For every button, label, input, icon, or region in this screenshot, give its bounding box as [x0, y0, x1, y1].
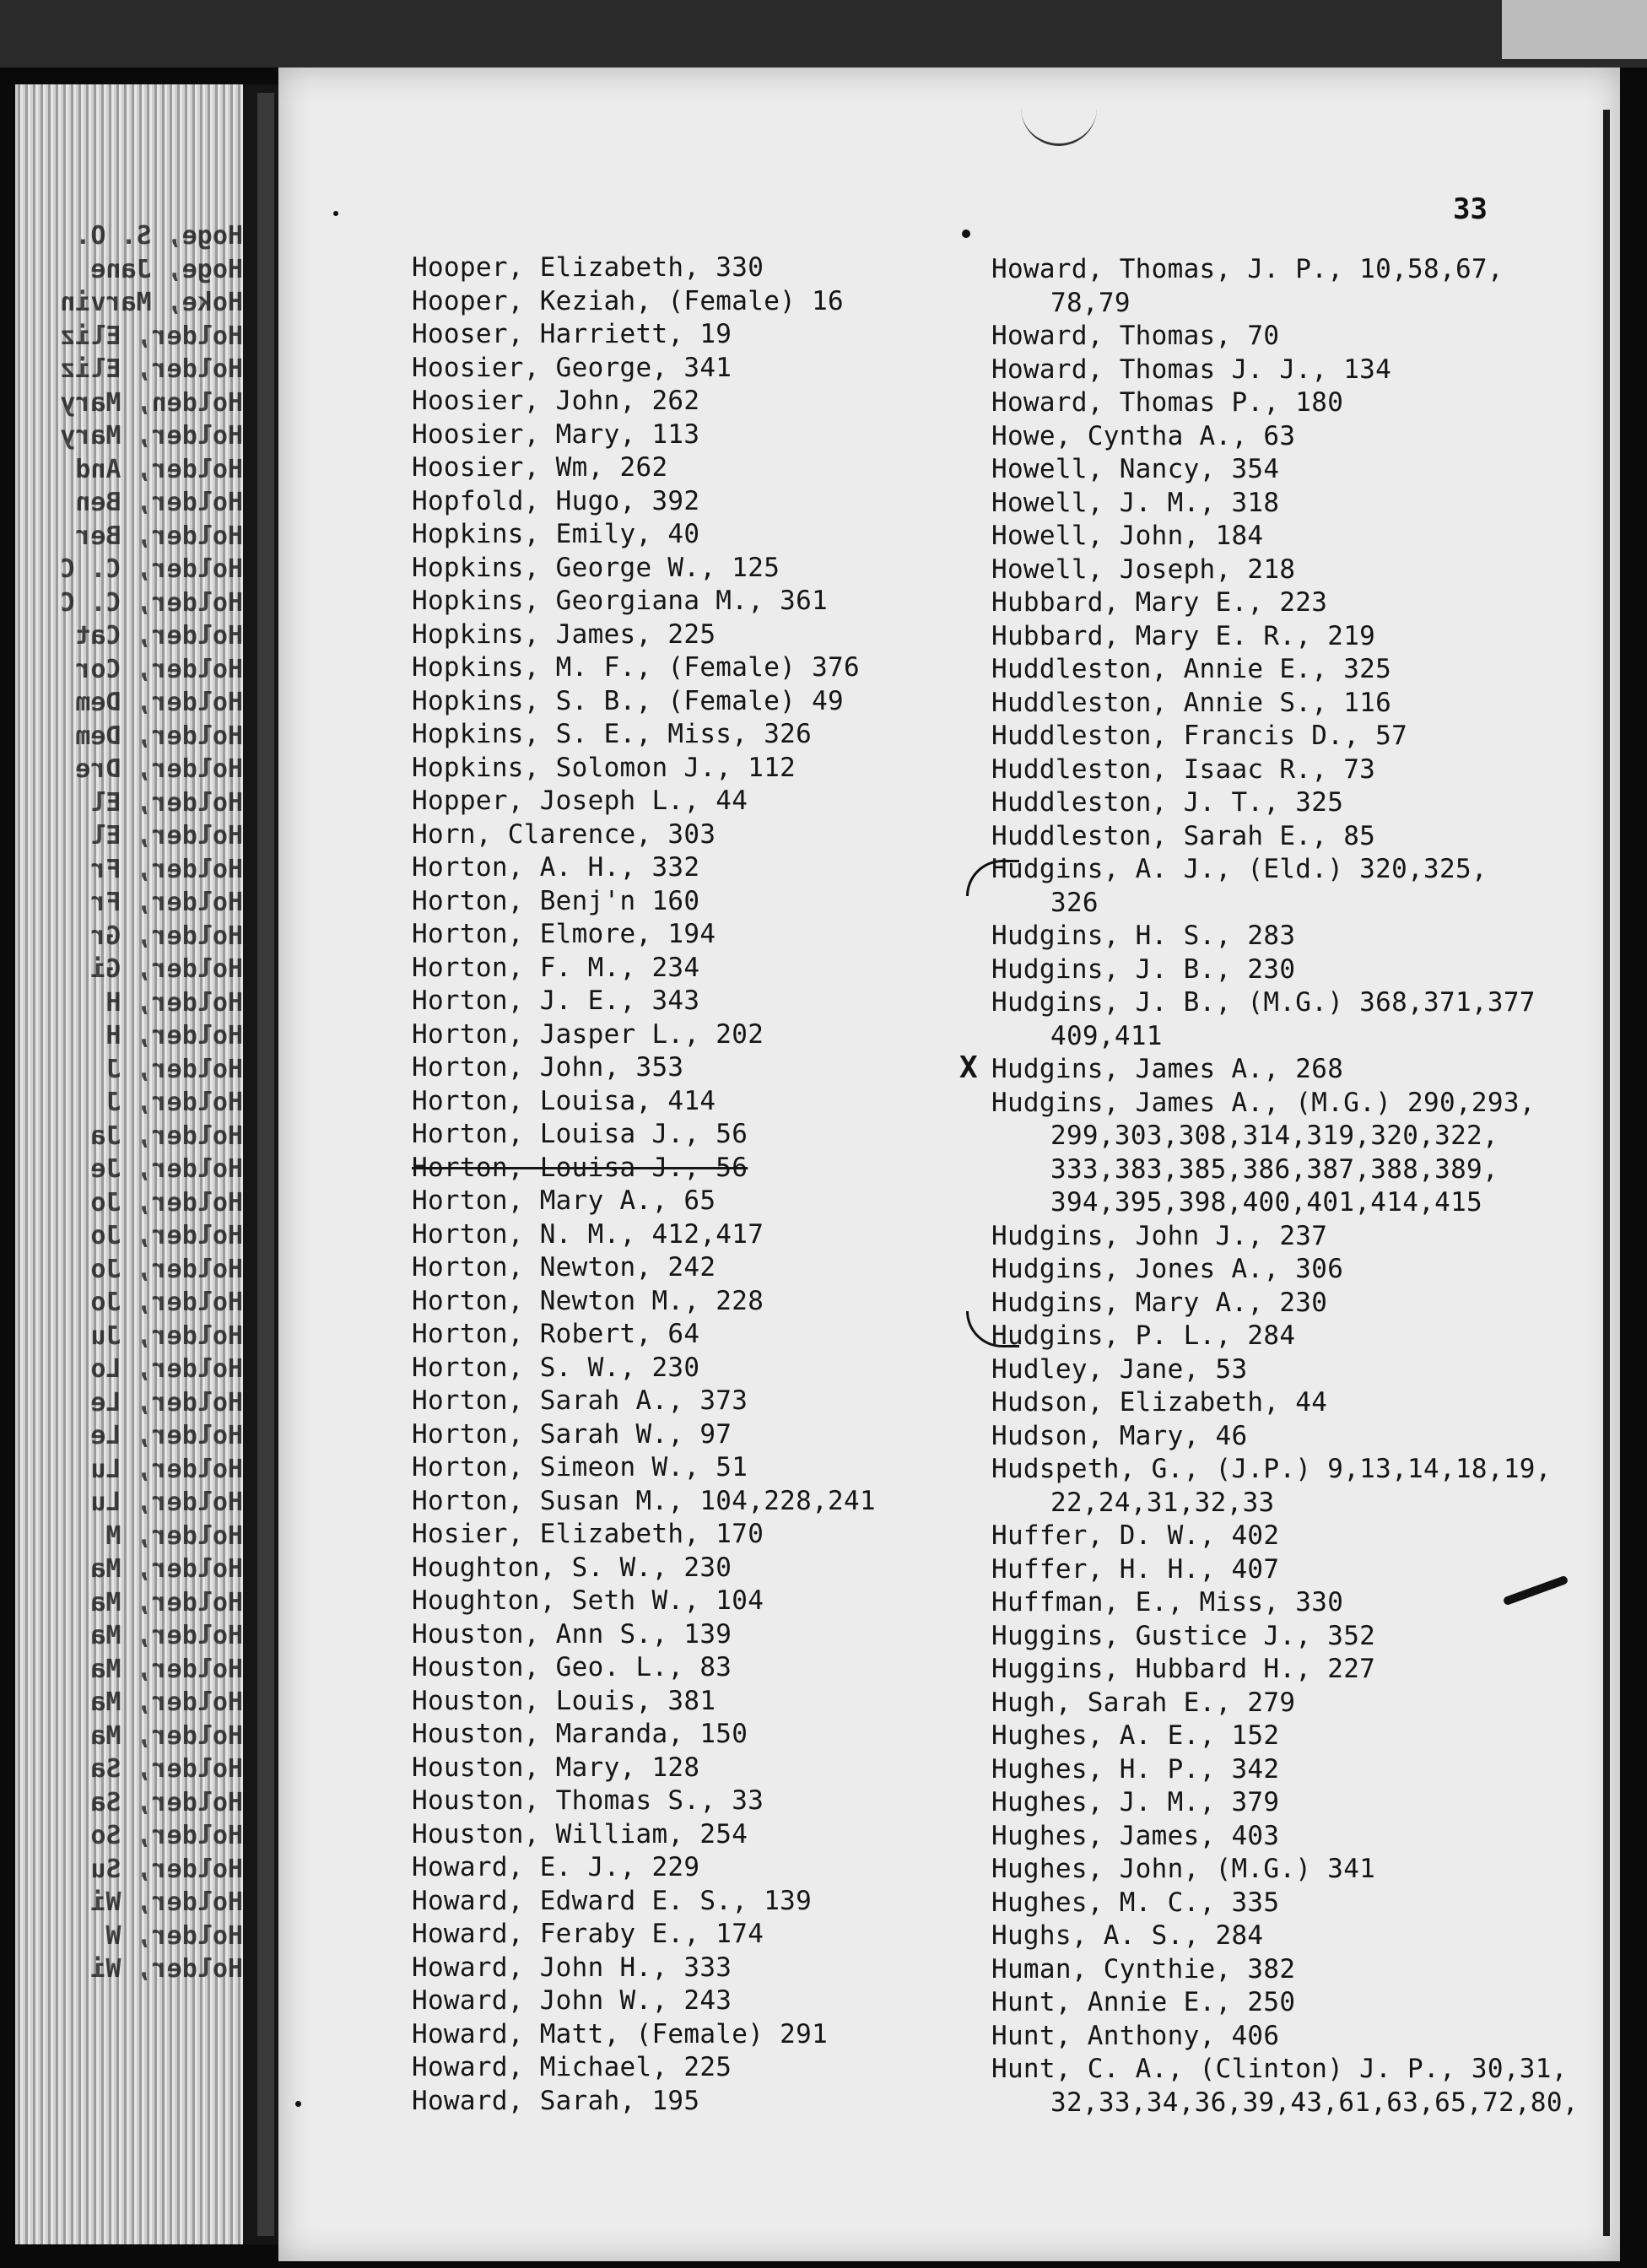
index-entry — [412, 1018, 876, 1052]
index-entry-text: Horton, Mary A., 65 — [412, 1185, 716, 1216]
index-entry-text: Howard, E. J., 229 — [412, 1852, 700, 1882]
index-entry-text: Hopkins, James, 225 — [412, 618, 716, 650]
index-entry-text: Hudgins, Mary A., 230 — [991, 1287, 1328, 1318]
index-entry — [412, 285, 876, 319]
adjacent-page-line: Holder, Lo — [90, 1354, 243, 1384]
index-entry — [991, 653, 1579, 687]
index-entry-text: Houston, Thomas S., 33 — [412, 1785, 764, 1816]
ink-speck — [962, 230, 970, 238]
index-entry-text: Hubbard, Mary E. R., 219 — [991, 620, 1376, 651]
index-entry-text: Hughes, J. M., 379 — [991, 1787, 1280, 1817]
index-entry-text: Howard, Thomas, J. P., 10,58,67, — [991, 254, 1504, 284]
index-entry-text: Hunt, Anthony, 406 — [991, 2020, 1280, 2051]
adjacent-page-line: Holder, Dem — [75, 688, 243, 717]
index-entry-text: Horton, Louisa, 414 — [412, 1085, 716, 1116]
index-entry — [412, 1685, 876, 1719]
index-entry-text: Horton, Sarah W., 97 — [412, 1418, 732, 1450]
index-entry-text: Houghton, S. W., 230 — [412, 1552, 732, 1583]
adjacent-page-line: Holder, Lu — [90, 1488, 243, 1517]
index-entry-text: Horton, Susan M., 104,228,241 — [412, 1485, 876, 1516]
index-column-right — [959, 253, 1579, 2120]
index-entry — [991, 1720, 1579, 1753]
index-entry-text: Howard, John W., 243 — [412, 1985, 732, 2016]
adjacent-page-line: Holder, W — [105, 1920, 243, 1951]
index-entry-text: Hudgins, John J., 237 — [991, 1220, 1328, 1251]
index-entry — [412, 918, 876, 952]
index-entry — [991, 1953, 1579, 1987]
index-entry — [412, 718, 876, 752]
index-entry — [991, 720, 1579, 753]
index-entry — [412, 1885, 876, 1919]
index-entry — [991, 520, 1579, 554]
index-entry-text: Houghton, Seth W., 104 — [412, 1585, 764, 1616]
index-entry — [412, 1352, 876, 1385]
index-entry — [412, 552, 876, 586]
index-entry-text: Hopkins, M. F., (Female) 376 — [412, 652, 860, 683]
index-entry — [991, 1320, 1579, 1353]
adjacent-page-line: Holder, Lu — [90, 1454, 243, 1484]
index-entry-text: Horton, Louisa J., 56 — [412, 1119, 748, 1149]
index-entry-text: Huggins, Gustice J., 352 — [991, 1620, 1376, 1651]
index-entry — [412, 352, 876, 386]
index-entry-text: Horton, Sarah A., 373 — [412, 1385, 748, 1416]
adjacent-page-line: Holder, Eliz — [60, 321, 243, 351]
adjacent-page-line: Holder, H — [105, 987, 243, 1018]
index-entry-text: Hubbard, Mary E., 223 — [991, 587, 1328, 618]
index-entry — [412, 1785, 876, 1818]
index-entry — [991, 1986, 1579, 2020]
adjacent-page-strip — [15, 84, 243, 2244]
index-entry-continuation — [991, 1186, 1579, 1220]
index-entry — [991, 2020, 1579, 2054]
adjacent-page-line: Holder, M — [105, 1520, 243, 1551]
index-entry-text: Hudgins, A. J., (Eld.) 320,325, — [991, 854, 1488, 884]
index-entry-continuation — [991, 1487, 1579, 1520]
index-entry-text: Huggins, Hubbard H., 227 — [991, 1654, 1376, 1684]
index-entry-text: Hudgins, Jones A., 306 — [991, 1254, 1344, 1284]
index-entry — [991, 1386, 1579, 1420]
index-entry — [412, 1251, 876, 1285]
index-entry-text: Hopkins, George W., 125 — [412, 552, 780, 583]
adjacent-page-line: Holder, Cor — [75, 654, 243, 684]
index-entry — [991, 753, 1579, 787]
index-entry-text: Hopkins, S. B., (Female) 49 — [412, 685, 845, 716]
index-entry — [991, 1420, 1579, 1454]
index-entry — [959, 1050, 1579, 1087]
scan-top-right-patch — [1502, 0, 1647, 59]
index-entry — [991, 1887, 1579, 1920]
index-entry-text: Human, Cynthie, 382 — [991, 1953, 1296, 1984]
index-entry-text: Houston, Mary, 128 — [412, 1752, 700, 1783]
index-entry — [991, 386, 1579, 420]
adjacent-page-line: Holder, C. C — [60, 554, 243, 584]
index-entry — [412, 1984, 876, 2018]
index-entry — [412, 1818, 876, 1852]
index-entry-text: 22,24,31,32,33 — [1050, 1487, 1275, 1518]
index-entry — [991, 1920, 1579, 1953]
index-entry-text: Hopkins, S. E., Miss, 326 — [412, 719, 813, 749]
index-entry — [412, 752, 876, 786]
adjacent-page-line: Holder, Ma — [90, 1654, 243, 1684]
index-entry — [412, 2051, 876, 2085]
index-entry — [991, 1653, 1579, 1687]
index-entry-text: Huffer, H. H., 407 — [991, 1553, 1280, 1585]
index-entry — [412, 1485, 876, 1519]
index-entry — [412, 518, 876, 552]
index-entry-text: 333,383,385,386,387,388,389, — [1050, 1153, 1498, 1185]
index-entry-text: Horton, Elmore, 194 — [412, 919, 716, 949]
index-entry-text: Huddleston, J. T., 325 — [991, 787, 1344, 818]
adjacent-page-line: Holder, Dre — [75, 754, 243, 784]
adjacent-page-line: Holder, J — [105, 1088, 243, 1117]
index-entry-text: Huddleston, Annie S., 116 — [991, 687, 1392, 718]
adjacent-page-line: Holder, H — [105, 1021, 243, 1050]
adjacent-page-line: Holder, Eliz — [60, 354, 243, 384]
index-entry-text: Horton, Jasper L., 202 — [412, 1018, 764, 1050]
adjacent-page-line: Holder, Ju — [90, 1320, 243, 1351]
index-entry — [412, 985, 876, 1018]
index-entry — [412, 485, 876, 519]
adjacent-page-line: Holder, Le — [90, 1421, 243, 1450]
index-entry-text: Hoosier, John, 262 — [412, 386, 700, 416]
index-entry-text: Houston, Ann S., 139 — [412, 1618, 732, 1650]
index-entry-continuation — [991, 887, 1579, 921]
index-entry — [991, 354, 1579, 387]
ink-speck — [333, 211, 338, 216]
index-entry-continuation — [991, 1153, 1579, 1187]
index-entry — [991, 1253, 1579, 1287]
index-entry — [412, 1585, 876, 1618]
index-entry — [991, 586, 1579, 620]
index-entry — [412, 418, 876, 452]
index-entry — [412, 1185, 876, 1218]
index-entry — [412, 585, 876, 618]
index-entry-text: 78,79 — [1050, 287, 1131, 318]
index-entry — [412, 251, 876, 285]
index-entry-text: Hunt, Annie E., 250 — [991, 1987, 1296, 2017]
adjacent-page-line: Holden, Mary — [60, 387, 243, 418]
index-entry-text: Horton, F. M., 234 — [412, 952, 700, 983]
index-entry-text: Hopkins, Solomon J., 112 — [412, 752, 796, 783]
adjacent-page-line: Hoke, Marvin — [60, 288, 243, 317]
index-entry-text: 394,395,398,400,401,414,415 — [1050, 1187, 1483, 1218]
index-entry-text: Horton, Simeon W., 51 — [412, 1452, 748, 1482]
index-entry — [412, 1918, 876, 1952]
index-entry-text: Hosier, Elizabeth, 170 — [412, 1519, 764, 1549]
index-entry — [991, 1753, 1579, 1787]
adjacent-page-line: Holder, Jo — [90, 1254, 243, 1284]
index-entry-text: Horton, Benj'n 160 — [412, 885, 700, 916]
index-entry-struck — [412, 1152, 876, 1185]
adjacent-page-line: Holder, Jo — [90, 1221, 243, 1250]
index-entry — [412, 952, 876, 986]
index-entry — [412, 1618, 876, 1652]
adjacent-page-line: Holder, Dem — [75, 721, 243, 751]
index-entry-text: Hudgins, James A., (M.G.) 290,293, — [991, 1087, 1536, 1118]
index-column-left — [412, 251, 876, 2118]
index-entry — [412, 1552, 876, 1585]
adjacent-page-line: Holder, Le — [90, 1387, 243, 1418]
index-entry — [991, 1087, 1579, 1120]
index-entry-text: Hudley, Jane, 53 — [991, 1353, 1248, 1385]
adjacent-page-line: Holder, El — [90, 821, 243, 850]
scan-top-border — [0, 0, 1647, 68]
adjacent-page-text — [15, 219, 243, 1986]
index-entry-text: Houston, Geo. L., 83 — [412, 1652, 732, 1682]
index-entry-text: Hughes, H. P., 342 — [991, 1753, 1280, 1785]
index-entry-continuation — [991, 1020, 1579, 1054]
index-entry-text: Hudgins, James A., 268 — [991, 1054, 1344, 1084]
adjacent-page-line: Holder, So — [90, 1821, 243, 1850]
adjacent-page-line: Holder, El — [90, 787, 243, 818]
adjacent-page-line: Holder, Fr — [90, 854, 243, 884]
adjacent-page-line: Holder, Jo — [90, 1187, 243, 1218]
index-entry — [412, 885, 876, 919]
index-entry-text: Huddleston, Francis D., 57 — [991, 721, 1408, 751]
index-entry-text: Hooper, Keziah, (Female) 16 — [412, 285, 845, 316]
index-entry-text: Howard, Edward E. S., 139 — [412, 1885, 813, 1916]
adjacent-page-line: Holder, J — [105, 1054, 243, 1084]
index-entry — [991, 620, 1579, 654]
index-entry-text: Hooper, Elizabeth, 330 — [412, 252, 764, 283]
index-entry-text: Horton, Robert, 64 — [412, 1319, 700, 1349]
index-entry-text: Horton, S. W., 230 — [412, 1352, 700, 1383]
index-entry — [991, 1220, 1579, 1254]
index-entry — [412, 651, 876, 685]
index-entry — [412, 851, 876, 885]
index-entry — [991, 920, 1579, 953]
index-entry-text: Hoosier, Wm, 262 — [412, 452, 668, 483]
index-entry-text: Hooser, Harriett, 19 — [412, 319, 732, 349]
index-entry — [412, 1318, 876, 1352]
index-entry-text: Horton, J. E., 343 — [412, 986, 700, 1016]
adjacent-page-line: Holder, Gi — [90, 954, 243, 984]
adjacent-page-line: Holder, Ja — [90, 1120, 243, 1151]
index-entry — [412, 1518, 876, 1552]
index-entry — [412, 1418, 876, 1452]
adjacent-page-line: Holder, Ma — [90, 1554, 243, 1584]
binding-gutter — [257, 93, 274, 2236]
page-right-edge — [1603, 110, 1610, 2236]
index-entry-text: Howell, J. M., 318 — [991, 487, 1280, 518]
adjacent-page-line: Holder, Je — [90, 1154, 243, 1184]
index-entry — [991, 1553, 1579, 1587]
adjacent-page-line: Holder, Sa — [90, 1787, 243, 1817]
adjacent-page-line: Hoge, Jane — [90, 254, 243, 284]
index-entry — [991, 487, 1579, 521]
index-entry — [991, 820, 1579, 854]
index-entry-text: Hudgins, H. S., 283 — [991, 921, 1296, 951]
index-entry — [412, 618, 876, 652]
index-entry-continuation — [991, 287, 1579, 321]
adjacent-page-line: Holder, Fr — [90, 888, 243, 917]
index-entry — [991, 1453, 1579, 1487]
index-entry-text: Hughes, James, 403 — [991, 1820, 1280, 1851]
index-entry-text: Hoosier, Mary, 113 — [412, 418, 700, 450]
index-entry — [991, 687, 1579, 721]
index-entry — [991, 1687, 1579, 1720]
index-entry-text: Hopfold, Hugo, 392 — [412, 485, 700, 516]
index-entry — [412, 1051, 876, 1085]
index-entry — [412, 385, 876, 418]
index-entry — [412, 1085, 876, 1119]
adjacent-page-line: Holder, C. C — [60, 587, 243, 618]
index-entry-text: Horton, A. H., 332 — [412, 852, 700, 883]
index-entry — [991, 1786, 1579, 1820]
index-entry — [991, 1520, 1579, 1553]
index-entry-text: Houston, Louis, 381 — [412, 1685, 716, 1716]
index-entry-text: Hughes, A. E., 152 — [991, 1720, 1280, 1751]
index-entry — [412, 1752, 876, 1785]
index-entry — [991, 853, 1579, 887]
adjacent-page-line: Holder, Ma — [90, 1587, 243, 1617]
index-entry — [412, 1118, 876, 1152]
index-entry — [412, 1451, 876, 1485]
index-entry-text: Hudgins, J. B., (M.G.) 368,371,377 — [991, 987, 1536, 1018]
page-number: 33 — [1453, 192, 1488, 226]
adjacent-page-line: Holder, Wi — [90, 1954, 243, 1984]
index-entry — [991, 320, 1579, 354]
index-entry — [412, 785, 876, 818]
adjacent-page-line: Holder, Wi — [90, 1887, 243, 1917]
index-entry — [412, 818, 876, 852]
index-entry — [412, 1651, 876, 1685]
index-entry — [412, 318, 876, 352]
index-entry — [991, 1620, 1579, 1654]
index-entry-text: Howe, Cyntha A., 63 — [991, 420, 1296, 451]
adjacent-page-line: Holder, Gr — [90, 921, 243, 951]
index-entry-text: 299,303,308,314,319,320,322, — [1050, 1120, 1498, 1151]
adjacent-page-line: Holder, Ma — [90, 1688, 243, 1717]
adjacent-page-line: Holder, Ben — [75, 488, 243, 517]
index-entry-text: Horton, Louisa J., 56 — [412, 1152, 748, 1183]
adjacent-page-line: Holder, Jo — [90, 1288, 243, 1317]
index-entry — [991, 1820, 1579, 1854]
adjacent-page-line: Holder, Su — [90, 1854, 243, 1884]
index-entry-text: Howard, Michael, 225 — [412, 2052, 732, 2082]
adjacent-page-line: Holder, Cat — [75, 621, 243, 651]
index-entry-text: Howard, Feraby E., 174 — [412, 1919, 764, 1949]
index-entry — [991, 986, 1579, 1020]
index-entry-text: 32,33,34,36,39,43,61,63,65,72,80, — [1050, 2087, 1579, 2118]
index-entry-text: Hudspeth, G., (J.P.) 9,13,14,18,19, — [991, 1454, 1552, 1484]
index-entry — [412, 1851, 876, 1885]
index-entry-text: Hopkins, Emily, 40 — [412, 519, 700, 549]
index-entry-text: Hudgins, P. L., 284 — [991, 1320, 1296, 1351]
index-entry-text: Hudson, Mary, 46 — [991, 1420, 1248, 1451]
index-entry-text: Horton, Newton, 242 — [412, 1252, 716, 1282]
ink-speck — [295, 2101, 301, 2107]
index-entry-text: Howard, Sarah, 195 — [412, 2085, 700, 2116]
adjacent-page-line: Holder, Ma — [90, 1720, 243, 1751]
index-entry-continuation — [991, 2087, 1579, 2120]
index-entry — [991, 1586, 1579, 1620]
index-entry — [991, 1853, 1579, 1887]
index-entry-text: Howell, John, 184 — [991, 521, 1264, 551]
index-entry — [991, 554, 1579, 587]
index-entry — [412, 1952, 876, 1985]
index-entry — [412, 451, 876, 485]
index-entry-text: Howard, Thomas P., 180 — [991, 387, 1344, 418]
index-entry-text: Horton, John, 353 — [412, 1052, 684, 1083]
index-entry-text: Hugh, Sarah E., 279 — [991, 1687, 1296, 1718]
index-entry-text: Hudson, Elizabeth, 44 — [991, 1387, 1328, 1418]
index-entry — [991, 253, 1579, 287]
index-entry-text: 326 — [1050, 887, 1099, 918]
index-entry — [991, 2053, 1579, 2087]
index-entry — [412, 2018, 876, 2052]
index-entry — [412, 1385, 876, 1418]
index-entry-text: Hoosier, George, 341 — [412, 352, 732, 383]
index-entry-text: Hunt, C. A., (Clinton) J. P., 30,31, — [991, 2054, 1568, 2084]
index-entry-continuation — [991, 1120, 1579, 1153]
index-entry — [412, 1285, 876, 1319]
index-entry — [991, 953, 1579, 987]
index-entry-text: Huddleston, Isaac R., 73 — [991, 753, 1376, 785]
index-entry-text: Howell, Joseph, 218 — [991, 554, 1296, 585]
adjacent-page-line: Hoge, S. O. — [75, 221, 243, 251]
index-entry-text: Horton, Newton M., 228 — [412, 1285, 764, 1316]
adjacent-page-line: Holder, Sa — [90, 1754, 243, 1784]
index-entry-text: Howard, Thomas J. J., 134 — [991, 354, 1392, 385]
index-entry — [991, 1353, 1579, 1387]
index-entry-text: Horton, N. M., 412,417 — [412, 1218, 764, 1250]
index-entry-text: Hopkins, Georgiana M., 361 — [412, 586, 829, 616]
index-entry-text: Huddleston, Annie E., 325 — [991, 654, 1392, 684]
adjacent-page-line: Holder, Ma — [90, 1621, 243, 1650]
adjacent-page-line: Holder, Mary — [60, 421, 243, 451]
index-entry-text: Hopper, Joseph L., 44 — [412, 786, 748, 816]
index-entry-text: Hughs, A. S., 284 — [991, 1920, 1264, 1951]
index-entry-text: 409,411 — [1050, 1020, 1163, 1051]
index-entry — [991, 786, 1579, 820]
index-entry — [991, 420, 1579, 454]
index-entry-text: Hudgins, J. B., 230 — [991, 953, 1296, 985]
index-entry-text: Howard, John H., 333 — [412, 1952, 732, 1983]
index-entry-text: Houston, William, 254 — [412, 1818, 748, 1850]
index-entry — [412, 1218, 876, 1252]
index-entry-text: Huddleston, Sarah E., 85 — [991, 820, 1376, 851]
index-entry — [991, 453, 1579, 487]
index-entry-text: Howell, Nancy, 354 — [991, 454, 1280, 484]
index-entry-text: Howard, Thomas, 70 — [991, 321, 1280, 351]
adjacent-page-line: Holder, Ber — [75, 521, 243, 551]
index-entry-text: Huffman, E., Miss, 330 — [991, 1587, 1344, 1617]
index-entry-text: Huffer, D. W., 402 — [991, 1520, 1280, 1551]
index-entry-text: Houston, Maranda, 150 — [412, 1719, 748, 1749]
index-entry — [412, 1718, 876, 1752]
index-entry-text: Hughes, M. C., 335 — [991, 1887, 1280, 1918]
index-entry-text: Horn, Clarence, 303 — [412, 818, 716, 850]
adjacent-page-line: Holder, And — [75, 454, 243, 484]
index-entry-text: Howard, Matt, (Female) 291 — [412, 2018, 829, 2049]
index-entry-text: Hughes, John, (M.G.) 341 — [991, 1854, 1376, 1884]
index-entry — [412, 685, 876, 719]
index-entry — [991, 1287, 1579, 1320]
index-entry — [412, 2085, 876, 2119]
handwritten-x-mark: X — [959, 1050, 978, 1085]
